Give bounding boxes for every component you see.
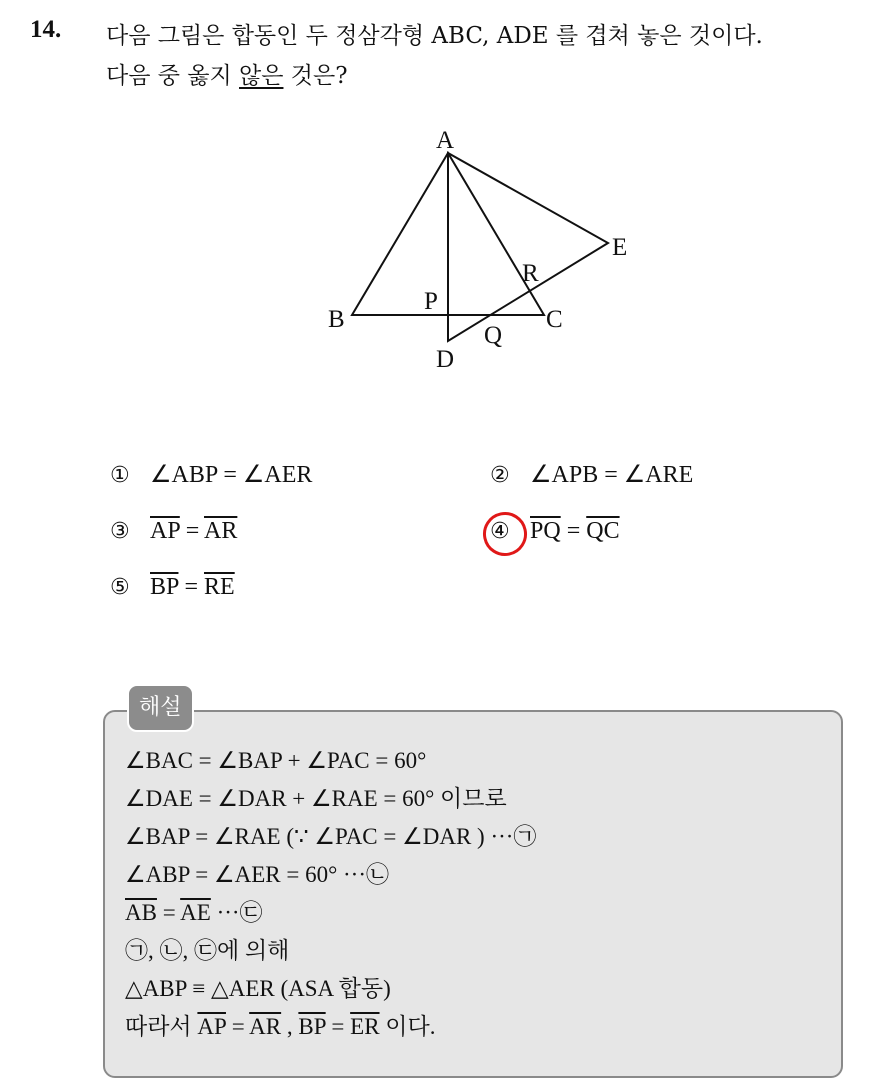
segment: $\overline{RE}$ [204, 574, 235, 600]
question-line-2-pre: 다음 중 옳지 [106, 63, 240, 89]
triangle-figure [300, 115, 660, 385]
segment: $\overline{AB}$ [125, 900, 157, 925]
question-underlined-word: 않은 [239, 63, 284, 89]
solution-tag: 해설 [127, 684, 194, 732]
label-a: A [436, 127, 455, 154]
solution-line [125, 780, 536, 818]
solution-text: , [281, 1014, 299, 1039]
choice-2[interactable] [490, 460, 693, 489]
label-c: C [546, 306, 563, 333]
choice-4[interactable] [490, 518, 620, 545]
solution-text: ㉠, ㉡, ㉢에 의해 [125, 938, 290, 963]
label-p: P [424, 288, 438, 315]
equals: = [560, 518, 587, 544]
solution-lines [125, 742, 536, 1046]
solution-text: △ABP ≡ △AER (ASA 합동) [125, 976, 391, 1001]
equals: = [178, 574, 205, 600]
segment: $\overline{BP}$ [298, 1014, 326, 1039]
solution-text: = [156, 900, 181, 925]
solution-text: = [225, 1014, 250, 1039]
question-line-2 [106, 56, 763, 96]
label-d: D [436, 346, 455, 373]
solution-panel [103, 695, 843, 1078]
choice-number: ④ [490, 519, 510, 544]
answer-choices [110, 452, 810, 622]
choice-3[interactable] [110, 518, 237, 545]
label-r: R [522, 260, 539, 287]
triangle-ade [448, 153, 608, 341]
question-number: 14. [30, 16, 62, 43]
choice-number: ② [490, 463, 510, 488]
solution-line [125, 742, 536, 780]
solution-line [125, 894, 536, 932]
choice-number: ① [110, 463, 130, 488]
solution-line [125, 1008, 536, 1046]
segment: $\overline{BP}$ [150, 574, 179, 600]
segment: $\overline{QC}$ [586, 518, 620, 544]
segment: $\overline{AP}$ [197, 1014, 226, 1039]
solution-text: ∠DAE = ∠DAR + ∠RAE = 60° 이므로 [125, 786, 507, 811]
question-text [106, 16, 763, 96]
solution-text: ∠BAC = ∠BAP + ∠PAC = 60° [125, 748, 427, 773]
solution-line [125, 970, 536, 1008]
solution-text: = [325, 1014, 351, 1039]
choice-number: ⑤ [110, 575, 130, 600]
choice-5[interactable] [110, 574, 235, 601]
question-line-1: 다음 그림은 합동인 두 정삼각형 ABC, ADE 를 겹쳐 놓은 것이다. [106, 23, 763, 49]
solution-line [125, 818, 536, 856]
choice-1-text: ∠ABP = ∠AER [150, 462, 313, 488]
solution-box [103, 710, 843, 1078]
choice-2-text: ∠APB = ∠ARE [530, 462, 694, 488]
choice-1[interactable] [110, 460, 312, 489]
segment: $\overline{AR}$ [204, 518, 238, 544]
segment: $\overline{PQ}$ [530, 518, 561, 544]
solution-line [125, 856, 536, 894]
question-line-2-post: 것은? [283, 63, 348, 89]
choice-4-number-wrap [490, 518, 530, 545]
solution-text: 따라서 [125, 1014, 198, 1039]
segment: $\overline{AE}$ [180, 900, 211, 925]
label-b: B [328, 306, 345, 333]
answer-mark-circle [479, 508, 531, 560]
label-q: Q [484, 322, 503, 349]
solution-text: ···㉢ [210, 900, 263, 925]
solution-text: 이다. [379, 1014, 436, 1039]
equals: = [179, 518, 205, 544]
triangle-diagram [300, 115, 660, 385]
segment: $\overline{ER}$ [350, 1014, 380, 1039]
solution-line [125, 932, 536, 970]
segment: $\overline{AP}$ [150, 518, 180, 544]
solution-text: ∠BAP = ∠RAE (∵ ∠PAC = ∠DAR ) ···㉠ [125, 824, 537, 849]
label-e: E [612, 234, 628, 261]
solution-text: ∠ABP = ∠AER = 60° ···㉡ [125, 862, 389, 887]
segment: $\overline{AR}$ [249, 1014, 282, 1039]
choice-number: ③ [110, 519, 130, 544]
